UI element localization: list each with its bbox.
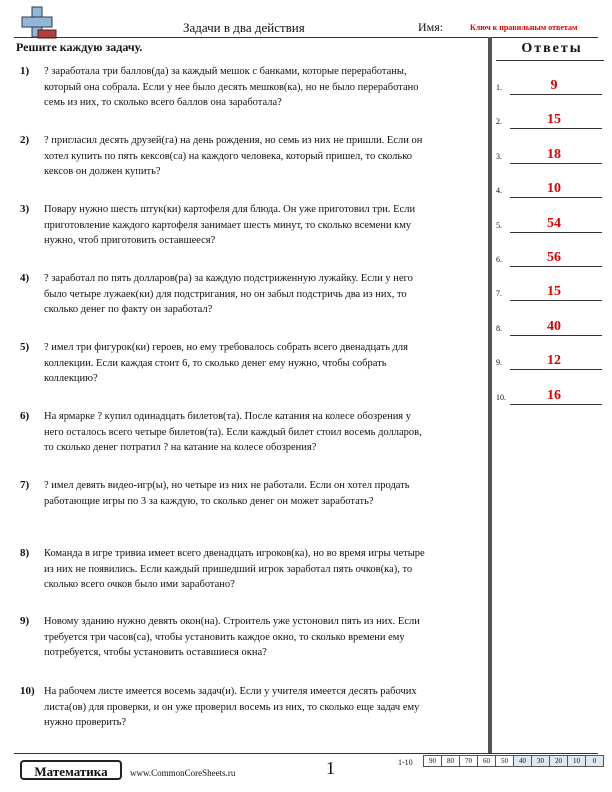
answer-number: 2. [496,117,502,127]
problem-text-line: него осталось всего четыре билетов(та). Если каждый билет стоил восемь долларов, [44,426,422,438]
problem-text-line: Команда в игре тривиа имеет всего двенадцать игроков(ка), но во время игры четыре [44,548,425,559]
answer-row-9 [494,346,604,370]
answer-value: 54 [547,215,561,231]
header-divider [14,37,598,38]
problem-number: 7) [20,479,30,491]
answer-value: 56 [547,250,561,265]
problem-number: 6) [20,410,30,422]
problem-text-line: нужно, чтоб приготовить оставшееся? [44,235,216,246]
site-url: www.CommonCoreSheets.ru [130,768,236,778]
problem-text-line: нужно проверить? [44,717,127,728]
answer-key-label: Ключ к правильным ответам [470,23,578,32]
answer-line [510,300,602,301]
problem-text [44,684,484,731]
answer-row-5 [494,209,604,233]
problem-text-line: На ярмарке ? купил одинадцать билетов(та). После катания на колесе обозрения у [44,411,412,422]
problem-text-line: требуется три часов(са), чтобы установить каждое окно, то сколько времени ему [44,631,405,643]
answer-line [510,335,602,336]
problem-number: 3) [20,203,30,215]
score-table [423,755,604,767]
answer-value: 10 [547,181,561,197]
instructions: Решите каждую задачу. [16,40,143,54]
answer-line [510,404,602,405]
problem-text-line: который она собрала. Если у нее было десять мешков(ка), но не было переработано [44,81,419,93]
problem-text-line: потребуется, чтобы установить оставшиеся окна? [44,647,267,658]
answer-number: 6. [496,255,502,264]
problem-number: 8) [20,547,30,559]
answer-number: 8. [496,323,502,333]
answer-line [510,163,602,164]
score-cell: 40 [514,756,532,767]
score-cell: 20 [550,756,568,767]
answer-row-10 [494,381,604,405]
problem-text-line: коллекции. Если каждая стоит 6, то сколько денег ему нужно, чтобы собрать [44,357,387,369]
answer-row-4 [494,174,604,198]
name-label: Имя: [418,20,444,34]
answer-value: 15 [547,112,561,128]
problem-text-line: Новому зданию нужно девять окон(на). Строитель уже устоновил пять из них. Если [44,616,420,627]
problem-text-line: ? заработала три баллов(да) за каждый мешок с банками, которые переработаны, [44,66,407,77]
problem-number: 4) [20,272,30,284]
answer-value: 16 [547,387,561,403]
problem-text-line: семь из них, то сколько всего баллов она заработала? [44,97,282,108]
problem-text-line: было четыре лужаек(ки) для подстригания, но он забыл подстричь два из них, то [44,288,407,300]
page-number: 1 [326,758,335,778]
answer-line [510,94,602,95]
answer-number: 7. [496,289,502,299]
answer-number: 1. [496,83,502,92]
problem-number: 9) [20,615,30,627]
problem-text [44,271,484,318]
problem-number: 5) [20,341,30,353]
problem-number: 1) [20,65,30,77]
problem-text-line: На рабочем листе имеется восемь задач(и). Если у учителя имеется десять рабочих [44,686,417,697]
score-cell: 90 [424,756,442,767]
answer-value: 15 [547,284,561,300]
problem-text [44,614,484,661]
problem-text [44,478,484,509]
answers-title: Ответы [521,41,583,56]
problem-text-line: хотел купить по пять кексов(са) на каждого человека, который пришел, то сколько [44,150,413,162]
answer-number: 5. [496,220,502,230]
problem-text-line: ? пригласил десять друзей(га) на день рождения, но семь из них не пришли. Если он [44,135,423,146]
score-cell: 10 [568,756,586,767]
problem-text-line: ? имел девять видео-игр(ы), но четыре из них не работали. Если он хотел продать [44,480,410,491]
problem-text-line: сколько денег по факту он заработал? [44,304,213,315]
score-cell: 60 [478,756,496,767]
footer-divider [14,753,598,754]
problem-text-line: то сколько денег потратил ? на катание на колесе обозрения? [44,442,317,453]
answer-number: 10. [496,392,506,402]
problem-text [44,64,484,111]
problem-text-line: работающие игры по 3 за каждую, то сколько денег он может заработать? [44,495,374,507]
answer-line [510,197,602,198]
answer-value: 9 [550,78,558,93]
problem-text-line: ? заработал по пять долларов(ра) за каждую подстриженную лужайку. Если у него [44,273,413,284]
problem-text-line: из них не появились. Если каждый пришедший игрок заработал пять очков(ка), то [44,563,413,575]
problem-text-line: коллекцию? [44,373,98,384]
problem-number: 2) [20,134,30,146]
problem-number: 10) [20,685,35,697]
answer-row-2 [494,105,604,129]
answer-row-8 [494,312,604,336]
problem-text-line: приготовление каждого картофеля занимает шесть минут, то сколько всемени кму [44,219,412,231]
answer-line [510,128,602,129]
answer-value: 12 [547,353,561,369]
answer-line [510,369,602,370]
answer-number: 3. [496,151,502,161]
answer-row-3 [494,140,604,164]
problem-text-line: листа(ов) для проверки, и он уже проверил восемь из них, то сколько еще задач ему [44,701,420,713]
problem-text [44,340,484,387]
answer-line [510,266,602,267]
problem-text-line: ? имел три фигурок(ки) героев, но ему требовалось собрать всего двенадцать для [44,342,408,353]
problem-text [44,409,484,456]
problem-text [44,546,484,593]
answer-number: 9. [496,358,502,368]
answer-value: 18 [547,146,561,162]
problem-text [44,133,484,180]
answer-row-6 [494,243,604,267]
answer-line [510,232,602,233]
problem-text [44,202,484,249]
vertical-divider [488,37,492,753]
answers-title-rule [496,60,604,61]
score-cell: 80 [442,756,460,767]
answer-row-1 [494,71,604,95]
problem-text-line: Повару нужно шесть штук(ки) картофеля для блюда. Он уже приготовил три. Если [44,204,416,215]
problem-text-line: кексов он должен купить? [44,166,161,177]
answer-value: 40 [547,318,561,334]
score-range: 1-10 [398,758,413,767]
score-cell: 50 [496,756,514,767]
problem-text-line: сколько всего очков было ими заработано? [44,579,235,590]
answer-row-7 [494,277,604,301]
score-cell: 30 [532,756,550,767]
brand-badge: Математика [20,760,122,780]
score-cell: 70 [460,756,478,767]
answer-number: 4. [496,186,502,196]
score-cell: 0 [586,756,604,767]
